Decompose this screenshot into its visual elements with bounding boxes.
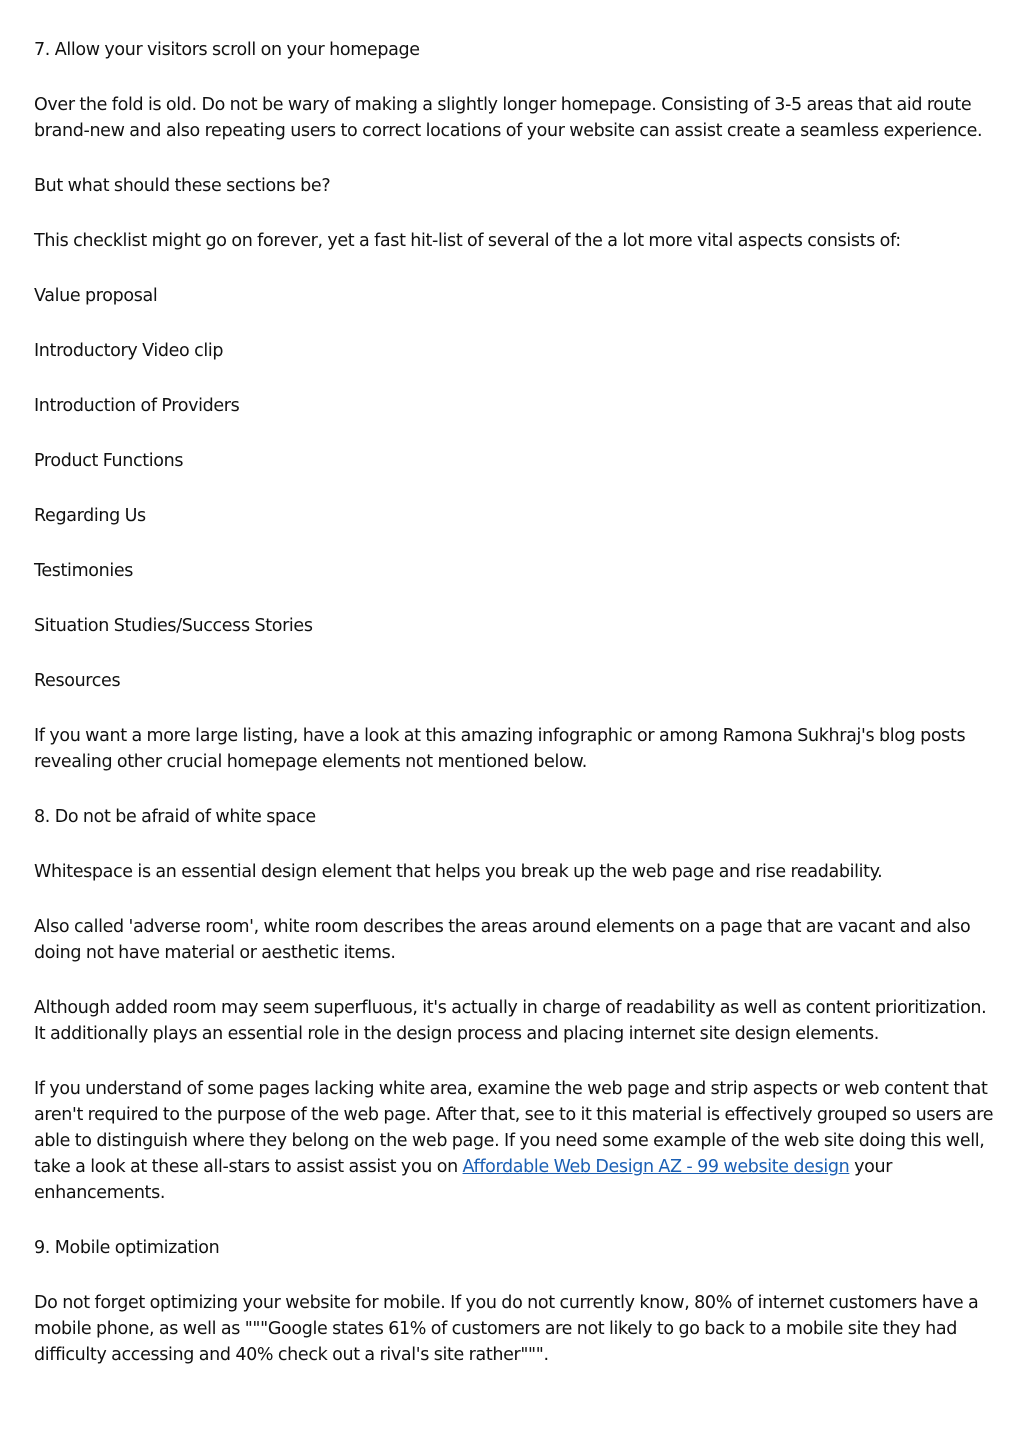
paragraph-over-the-fold: Over the fold is old. Do not be wary of making a slightly longer homepage. Consisting of 3-5 areas that aid route brand-new and also repeating users to correct locations of your website can assist create a seamless experience. bbox=[34, 95, 983, 141]
paragraph-infographic: If you want a more large listing, have a look at this amazing infographic or among Ramona Sukhraj's blog posts revealing other crucial homepage elements not mentioned below. bbox=[34, 726, 966, 772]
paragraph-text-before-link: If you understand of some pages lacking white area, examine the web page and strip aspects or web content that aren't required to the purpose of the web page. After that, see to it this material is effectively grouped so users are able to distinguish where they belong on the web page. If you need some example of the web site doing this well, take a look at these all-stars to assist assist you on bbox=[34, 1079, 994, 1177]
list-item: Introduction of Providers bbox=[34, 396, 240, 416]
heading-white-space: 8. Do not be afraid of white space bbox=[34, 807, 316, 827]
paragraph-readability: Although added room may seem superfluous, it's actually in charge of readability as well as content prioritization. It additionally plays an essential role in the design process and placing internet site design elements. bbox=[34, 998, 987, 1044]
list-item: Product Functions bbox=[34, 451, 184, 471]
document-page bbox=[34, 37, 994, 1397]
paragraph-text-after-link: your enhancements. bbox=[34, 1157, 893, 1203]
heading-scroll-homepage: 7. Allow your visitors scroll on your homepage bbox=[34, 40, 420, 60]
paragraph-checklist-intro: This checklist might go on forever, yet a fast hit-list of several of the a lot more vital aspects consists of: bbox=[34, 231, 901, 251]
paragraph-sections-question: But what should these sections be? bbox=[34, 176, 331, 196]
heading-mobile-optimization: 9. Mobile optimization bbox=[34, 1238, 220, 1258]
list-item: Regarding Us bbox=[34, 506, 146, 526]
affordable-web-design-link[interactable]: Affordable Web Design AZ - 99 website design bbox=[462, 1157, 850, 1177]
paragraph-whitespace-definition: Whitespace is an essential design element that helps you break up the web page and rise readability. bbox=[34, 862, 883, 882]
list-item: Value proposal bbox=[34, 286, 158, 306]
paragraph-mobile: Do not forget optimizing your website for mobile. If you do not currently know, 80% of internet customers have a mobile phone, as well as """Google states 61% of customers are not likely to go back to a mobile site they had difficulty accessing and 40% check out a rival's site rather""". bbox=[34, 1293, 979, 1365]
paragraph-adverse-room: Also called 'adverse room', white room describes the areas around elements on a page that are vacant and also doing not have material or aesthetic items. bbox=[34, 917, 971, 963]
list-item: Introductory Video clip bbox=[34, 341, 224, 361]
paragraph-lacking-white-area bbox=[34, 1076, 994, 1206]
list-item: Situation Studies/Success Stories bbox=[34, 616, 313, 636]
list-item: Testimonies bbox=[34, 561, 134, 581]
list-item: Resources bbox=[34, 671, 121, 691]
